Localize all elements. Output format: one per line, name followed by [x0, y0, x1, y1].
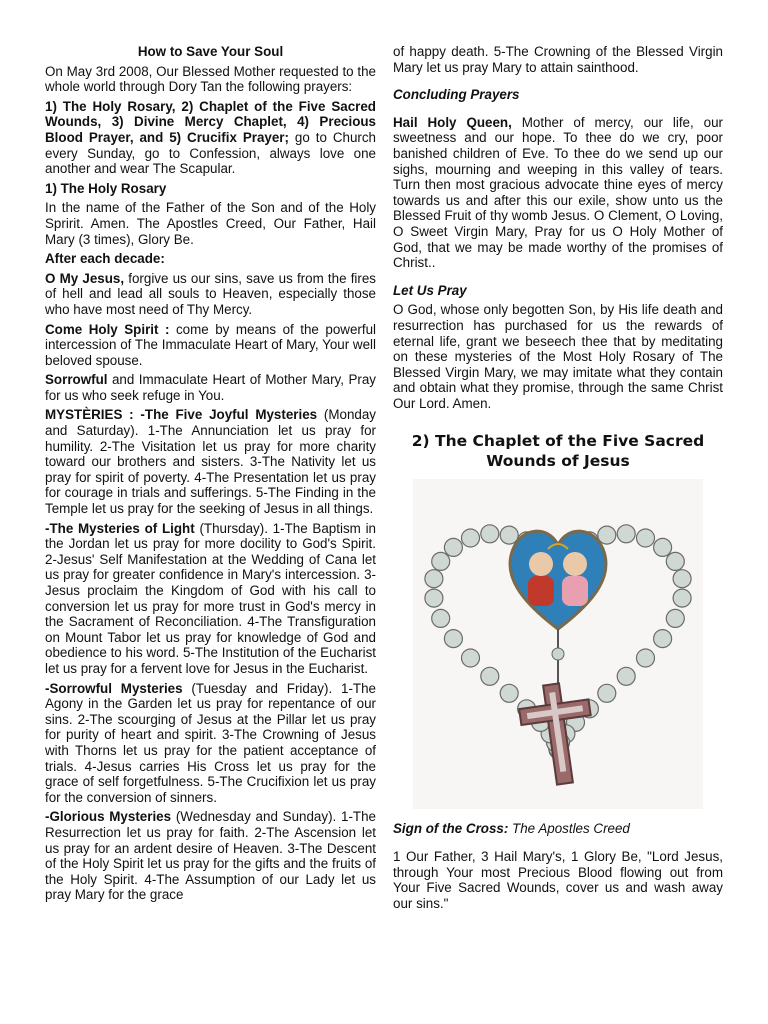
hail-holy-queen-paragraph: Hail Holy Queen, Mother of mercy, our life, our sweetness and our hope. To thee do we cry, poor banished children of Eve. To thee do we send up our sighs, mourning and weeping in this valley of tears. Turn then most gracious advocate thine eyes of mercy towards us and after this our exile, show unto us the Blessed Fruit of thy womb Jesus. O Clement, O Loving, O Sweet Virgin Mary, Pray for us O Holy Mother of God, that we may be made worthy of the promises of Christ..	[393, 114, 724, 271]
intro-paragraph: On May 3rd 2008, Our Blessed Mother requested to the whole world through Dory Tan the following prayers:	[45, 63, 376, 95]
rosary-bead	[500, 685, 518, 703]
concluding-prayers-heading: Concluding Prayers	[393, 87, 520, 103]
chaplet-title: 2) The Chaplet of the Five Sacred Wounds of Jesus	[411, 432, 705, 471]
rosary-bead	[654, 630, 672, 648]
sorrowful-heart-paragraph: Sorrowful and Immaculate Heart of Mother Mary, Pray for us who seek refuge in You.	[45, 372, 376, 403]
rosary-bead	[444, 630, 462, 648]
rosary-bead	[432, 610, 450, 628]
rosary-bead	[432, 553, 450, 571]
rosary-bead	[673, 590, 691, 608]
rosary-bead	[673, 570, 691, 588]
rosary-bead	[425, 570, 443, 588]
continuation-paragraph: of happy death. 5-The Crowning of the Blessed Virgin Mary let us pray Mary to attain sainthood.	[393, 44, 723, 75]
rosary-bead	[481, 525, 499, 543]
right-column	[393, 44, 723, 915]
mysteries-of-light-paragraph: -The Mysteries of Light (Thursday). 1-The Baptism in the Jordan let us pray for more docility to God's Spirit. 2-Jesus' Self Manifestation at the Wedding of Cana let us pray for greater confidence in Mary's intercession. 3-Jesus proclaim the Kingdom of God with his call to conversion let us pray for more trust in God's mercy in the Sacrament of Reconciliation. 4-The Transfiguration on Mount Tabor let us pray for knowledge of God and obedience to his word. 5-The Institution of the Eucharist let us pray for a fervent love for Jesus in the Eucharist.	[45, 520, 376, 676]
sign-of-cross-paragraph: Sign of the Cross: The Apostles Creed	[393, 821, 630, 837]
let-us-pray-heading: Let Us Pray	[393, 282, 467, 298]
document-title: How to Save Your Soul	[137, 44, 284, 59]
rosary-bead	[666, 553, 684, 571]
glorious-mysteries-paragraph: -Glorious Mysteries (Wednesday and Sunday). 1-The Resurrection let us pray for faith. 2-The Ascension let us pray for an ardent desire of Heaven. 3-The Descent of the Holy Spirit let us pray for the gifts and the fruits of the Holy Spirit. 4-The Assumption of our Lady let us pray Mary for the grace	[45, 809, 377, 903]
o-my-jesus-paragraph: O My Jesus, forgive us our sins, save us from the fires of hell and lead all souls to Heaven, especially those who have most need of Thy Mercy.	[45, 270, 376, 317]
left-column	[45, 44, 376, 907]
come-holy-spirit-paragraph: Come Holy Spirit : come by means of the powerful intercession of The Immaculate Heart of Mary, Your well beloved spouse.	[45, 321, 376, 368]
rosary-bead	[425, 590, 443, 608]
rosary-paragraph: In the name of the Father of the Son and of the Holy Spririt. Amen. The Apostles Creed, Our Father, Hail Mary (3 times), Glory Be.	[45, 200, 376, 247]
rosary-bead	[666, 610, 684, 628]
after-decade-heading: After each decade:	[45, 251, 165, 267]
rosary-bead	[617, 525, 635, 543]
rosary-bead	[462, 529, 480, 547]
rosary-bead	[598, 685, 616, 703]
rosary-bead	[617, 668, 635, 686]
rosary-bead	[637, 649, 655, 667]
rosary-bead	[444, 539, 462, 557]
prayers-list-paragraph: 1) The Holy Rosary, 2) Chaplet of the Five Sacred Wounds, 3) Divine Mercy Chaplet, 4) Precious Blood Prayer, and 5) Crucifix Prayer; go to Church every Sunday, go to Confession, always love one another and wear The Scapular.	[45, 98, 377, 177]
rosary-heading: 1) The Holy Rosary	[45, 180, 167, 196]
rosary-bead	[637, 529, 655, 547]
rosary-bead	[481, 668, 499, 686]
rosary-bead	[462, 649, 480, 667]
sorrowful-mysteries-paragraph: -Sorrowful Mysteries (Tuesday and Friday). 1-The Agony in the Garden let us pray for repentance of our sins. 2-The scourging of Jesus at the Pillar let us pray for purity of heart and spirit. 3-The Crowning of Jesus with Thorns let us pray for the patient acceptance of trials. 4-Jesus carries His Cross let us pray for the grace of self forgetfulness. 5-The Crucifixion let us pray for the conversion of sinners.	[45, 680, 376, 805]
rosary-image	[413, 479, 703, 809]
chaplet-prayer-paragraph: 1 Our Father, 3 Hail Mary's, 1 Glory Be, "Lord Jesus, through Your most Precious Blood flowing out from Your Five Sacred Wounds, cover us and wash away our sins."	[393, 849, 723, 911]
joyful-mysteries-paragraph: MYSTÈRIES : -The Five Joyful Mysteries (Monday and Saturday). 1-The Annunciation let us pray for humility. 2-The Visitation let us pray for more charity toward our brothers and sisters. 3-The Nativity let us pray for spirit of poverty. 4-The Presentation let us pray for courage in trials and sufferings. 5-The Finding in the Temple let us pray for the seeking of Jesus in all things.	[45, 407, 377, 517]
rosary-bead	[654, 539, 672, 557]
let-us-pray-paragraph: O God, whose only begotten Son, by His life death and resurrection has purchased for us the rewards of eternal life, grant we beseech thee that by meditating on these mysteries of the Most Holy Rosary of The Blessed Virgin Mary, we may imitate what they contain and obtain what they promise, through the same Christ Our Lord. Amen.	[393, 302, 723, 411]
